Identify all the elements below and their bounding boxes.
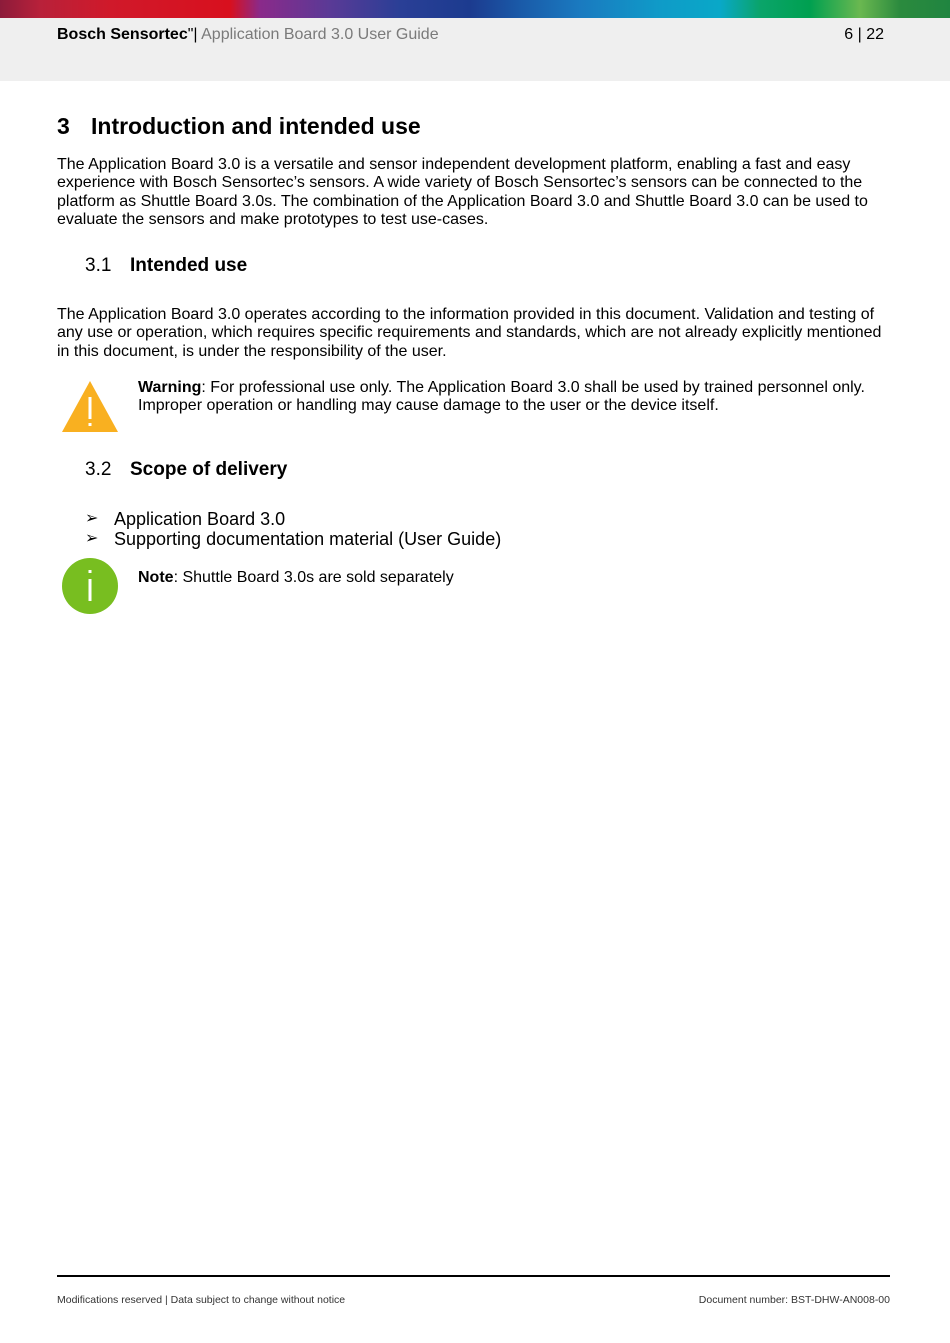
section-title: Introduction and intended use: [91, 113, 421, 139]
brand-color-strip: [0, 0, 950, 18]
list-item-text: Supporting documentation material (User Guide): [114, 529, 502, 549]
intended-use-paragraph: The Application Board 3.0 operates according to the information provided in this document. Validation and testing of any use or operation, which requires specific requirements and standards, which are not already explicitly mentioned in this document, is under the responsibility of the user.: [57, 306, 882, 360]
section-heading: [57, 112, 421, 140]
note-text: [138, 569, 454, 587]
subsection-title: Intended use: [130, 255, 248, 276]
list-item-text: Application Board 3.0: [114, 509, 286, 529]
info-circle-icon: [61, 557, 119, 615]
subsection-heading-scope: [85, 458, 287, 482]
header-brand: Bosch Sensortec: [57, 26, 188, 43]
arrow-bullet-icon: ➢: [85, 510, 99, 527]
warning-label: Warning: [138, 379, 202, 396]
arrow-bullet-icon: ➢: [85, 530, 99, 547]
subsection-title: Scope of delivery: [130, 459, 288, 480]
footer-notice: Modifications reserved | Data subject to change without notice: [57, 1294, 346, 1306]
section-intro-paragraph: The Application Board 3.0 is a versatile and sensor independent development platform, enabling a fast and easy experience with Bosch Sensortec’s sensors. A wide variety of Bosch Sensortec’s sensors can be connected to the platform as Shuttle Board 3.0s. The combination of the Application Board 3.0 and Shuttle Board 3.0 can be used to evaluate the sensors and make prototypes to test use-cases.: [57, 156, 868, 228]
footer-divider: [57, 1275, 890, 1277]
warning-text: [138, 379, 888, 416]
note-label: Note: [138, 569, 174, 586]
header-doc-title: Application Board 3.0 User Guide: [197, 26, 439, 43]
subsection-number: 3.2: [85, 459, 112, 480]
warning-triangle-icon: [60, 379, 120, 435]
section-number: 3: [57, 113, 70, 139]
subsection-heading-intended-use: [85, 254, 247, 278]
footer-document-number: Document number: BST-DHW-AN008-00: [698, 1294, 890, 1306]
header-separator: "|: [187, 26, 198, 43]
note-body: : Shuttle Board 3.0s are sold separately: [173, 569, 454, 586]
header-title: [57, 25, 439, 45]
header-page-number: 6 | 22: [844, 26, 884, 43]
list-item: [85, 509, 501, 529]
delivery-list: [85, 509, 501, 549]
warning-body: : For professional use only. The Application Board 3.0 shall be used by trained personnel only. Improper operation or handling may cause damage to the user or the device itself.: [138, 379, 865, 415]
list-item: [85, 529, 501, 549]
subsection-number: 3.1: [85, 255, 112, 276]
